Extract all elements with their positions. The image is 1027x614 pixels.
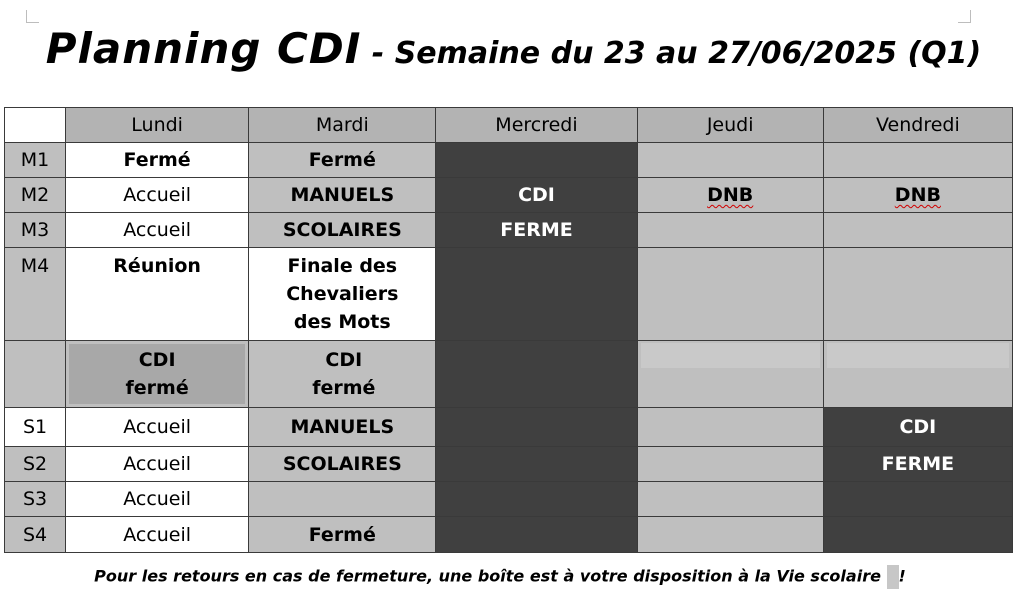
footer-note <box>0 565 1000 589</box>
cell-lundi-midi-box <box>69 344 245 404</box>
footer-note-text: Pour les retours en cas de fermeture, une boîte est à votre disposition à la Vie scolaire <box>94 566 881 586</box>
row-s1 <box>5 408 1013 447</box>
cell-lundi-s4: Accueil <box>66 517 249 553</box>
day-header-mercredi: Mercredi <box>436 108 637 143</box>
cell-mercredi-m4 <box>436 248 637 341</box>
cell-vendredi-midi <box>823 341 1012 408</box>
day-header-lundi: Lundi <box>66 108 249 143</box>
cell-mardi-m4-line1: Finale des <box>287 255 398 277</box>
page-corner-mark-right <box>958 10 971 23</box>
cell-vendredi-m4 <box>823 248 1012 341</box>
cell-mardi-m1: Fermé <box>249 143 436 178</box>
slot-label-s3: S3 <box>5 482 66 517</box>
slot-label-midi <box>5 341 66 408</box>
cell-jeudi-m1 <box>637 143 823 178</box>
cell-mardi-s3 <box>249 482 436 517</box>
cell-vendredi-midi-band <box>827 343 1009 368</box>
cell-mardi-m4 <box>249 248 436 341</box>
cell-jeudi-m2 <box>637 178 823 213</box>
cell-jeudi-midi <box>637 341 823 408</box>
page-title <box>0 24 1027 73</box>
cell-vendredi-m1 <box>823 143 1012 178</box>
cell-lundi-midi-line2: fermé <box>125 377 189 399</box>
cell-jeudi-s2 <box>637 447 823 482</box>
title-sub: - Semaine du 23 au 27/06/2025 (Q1) <box>361 36 982 71</box>
slot-label-s2: S2 <box>5 447 66 482</box>
cell-jeudi-m4 <box>637 248 823 341</box>
text-cursor-highlight <box>887 565 899 589</box>
cell-lundi-m3: Accueil <box>66 213 249 248</box>
cell-vendredi-s3 <box>823 482 1012 517</box>
slot-label-m4: M4 <box>5 248 66 341</box>
cell-lundi-m2: Accueil <box>66 178 249 213</box>
cell-mardi-s4: Fermé <box>249 517 436 553</box>
cell-mardi-m2: MANUELS <box>249 178 436 213</box>
cell-mardi-midi-line2: fermé <box>312 377 376 399</box>
cell-vendredi-s2: FERME <box>823 447 1012 482</box>
cell-mardi-midi-line1: CDI <box>325 349 363 371</box>
row-m4 <box>5 248 1013 341</box>
cell-lundi-m1: Fermé <box>66 143 249 178</box>
title-main: Planning CDI <box>45 24 362 73</box>
schedule-table <box>4 107 1013 553</box>
cell-lundi-s2: Accueil <box>66 447 249 482</box>
slot-label-s4: S4 <box>5 517 66 553</box>
cell-mercredi-m2: CDI <box>436 178 637 213</box>
cell-mardi-midi-box <box>252 344 435 404</box>
corner-cell <box>5 108 66 143</box>
day-header-vendredi: Vendredi <box>823 108 1012 143</box>
cell-mardi-midi <box>249 341 436 408</box>
cell-lundi-midi <box>66 341 249 408</box>
cell-lundi-m4: Réunion <box>66 248 249 341</box>
header-row <box>5 108 1013 143</box>
row-m3 <box>5 213 1013 248</box>
cell-vendredi-m2-text: DNB <box>894 184 941 206</box>
cell-mardi-m3: SCOLAIRES <box>249 213 436 248</box>
cell-mardi-s2: SCOLAIRES <box>249 447 436 482</box>
page-corner-mark-left <box>26 10 39 23</box>
cell-lundi-midi-line1: CDI <box>138 349 176 371</box>
slot-label-m2: M2 <box>5 178 66 213</box>
cell-mercredi-midi <box>436 341 637 408</box>
row-m1 <box>5 143 1013 178</box>
cell-jeudi-s3 <box>637 482 823 517</box>
cell-vendredi-s4 <box>823 517 1012 553</box>
cell-jeudi-m3 <box>637 213 823 248</box>
slot-label-s1: S1 <box>5 408 66 447</box>
cell-jeudi-s4 <box>637 517 823 553</box>
cell-jeudi-m2-text: DNB <box>707 184 754 206</box>
slot-label-m1: M1 <box>5 143 66 178</box>
day-header-mardi: Mardi <box>249 108 436 143</box>
cell-mercredi-m3: FERME <box>436 213 637 248</box>
cell-mercredi-s3 <box>436 482 637 517</box>
slot-label-m3: M3 <box>5 213 66 248</box>
day-header-jeudi: Jeudi <box>637 108 823 143</box>
footer-note-end: ! <box>898 566 906 586</box>
cell-mercredi-s2 <box>436 447 637 482</box>
cell-vendredi-m2 <box>823 178 1012 213</box>
cell-mardi-m4-line2: Chevaliers <box>286 283 399 305</box>
cell-mercredi-m1 <box>436 143 637 178</box>
cell-lundi-s1: Accueil <box>66 408 249 447</box>
cell-vendredi-s1: CDI <box>823 408 1012 447</box>
row-s4 <box>5 517 1013 553</box>
cell-mercredi-s1 <box>436 408 637 447</box>
row-s2 <box>5 447 1013 482</box>
cell-mercredi-s4 <box>436 517 637 553</box>
cell-mardi-m4-line3: des Mots <box>293 311 391 333</box>
row-midi <box>5 341 1013 408</box>
cell-vendredi-m3 <box>823 213 1012 248</box>
cell-mardi-s1: MANUELS <box>249 408 436 447</box>
row-s3 <box>5 482 1013 517</box>
cell-jeudi-midi-band <box>641 343 820 368</box>
row-m2 <box>5 178 1013 213</box>
cell-jeudi-s1 <box>637 408 823 447</box>
cell-lundi-s3: Accueil <box>66 482 249 517</box>
